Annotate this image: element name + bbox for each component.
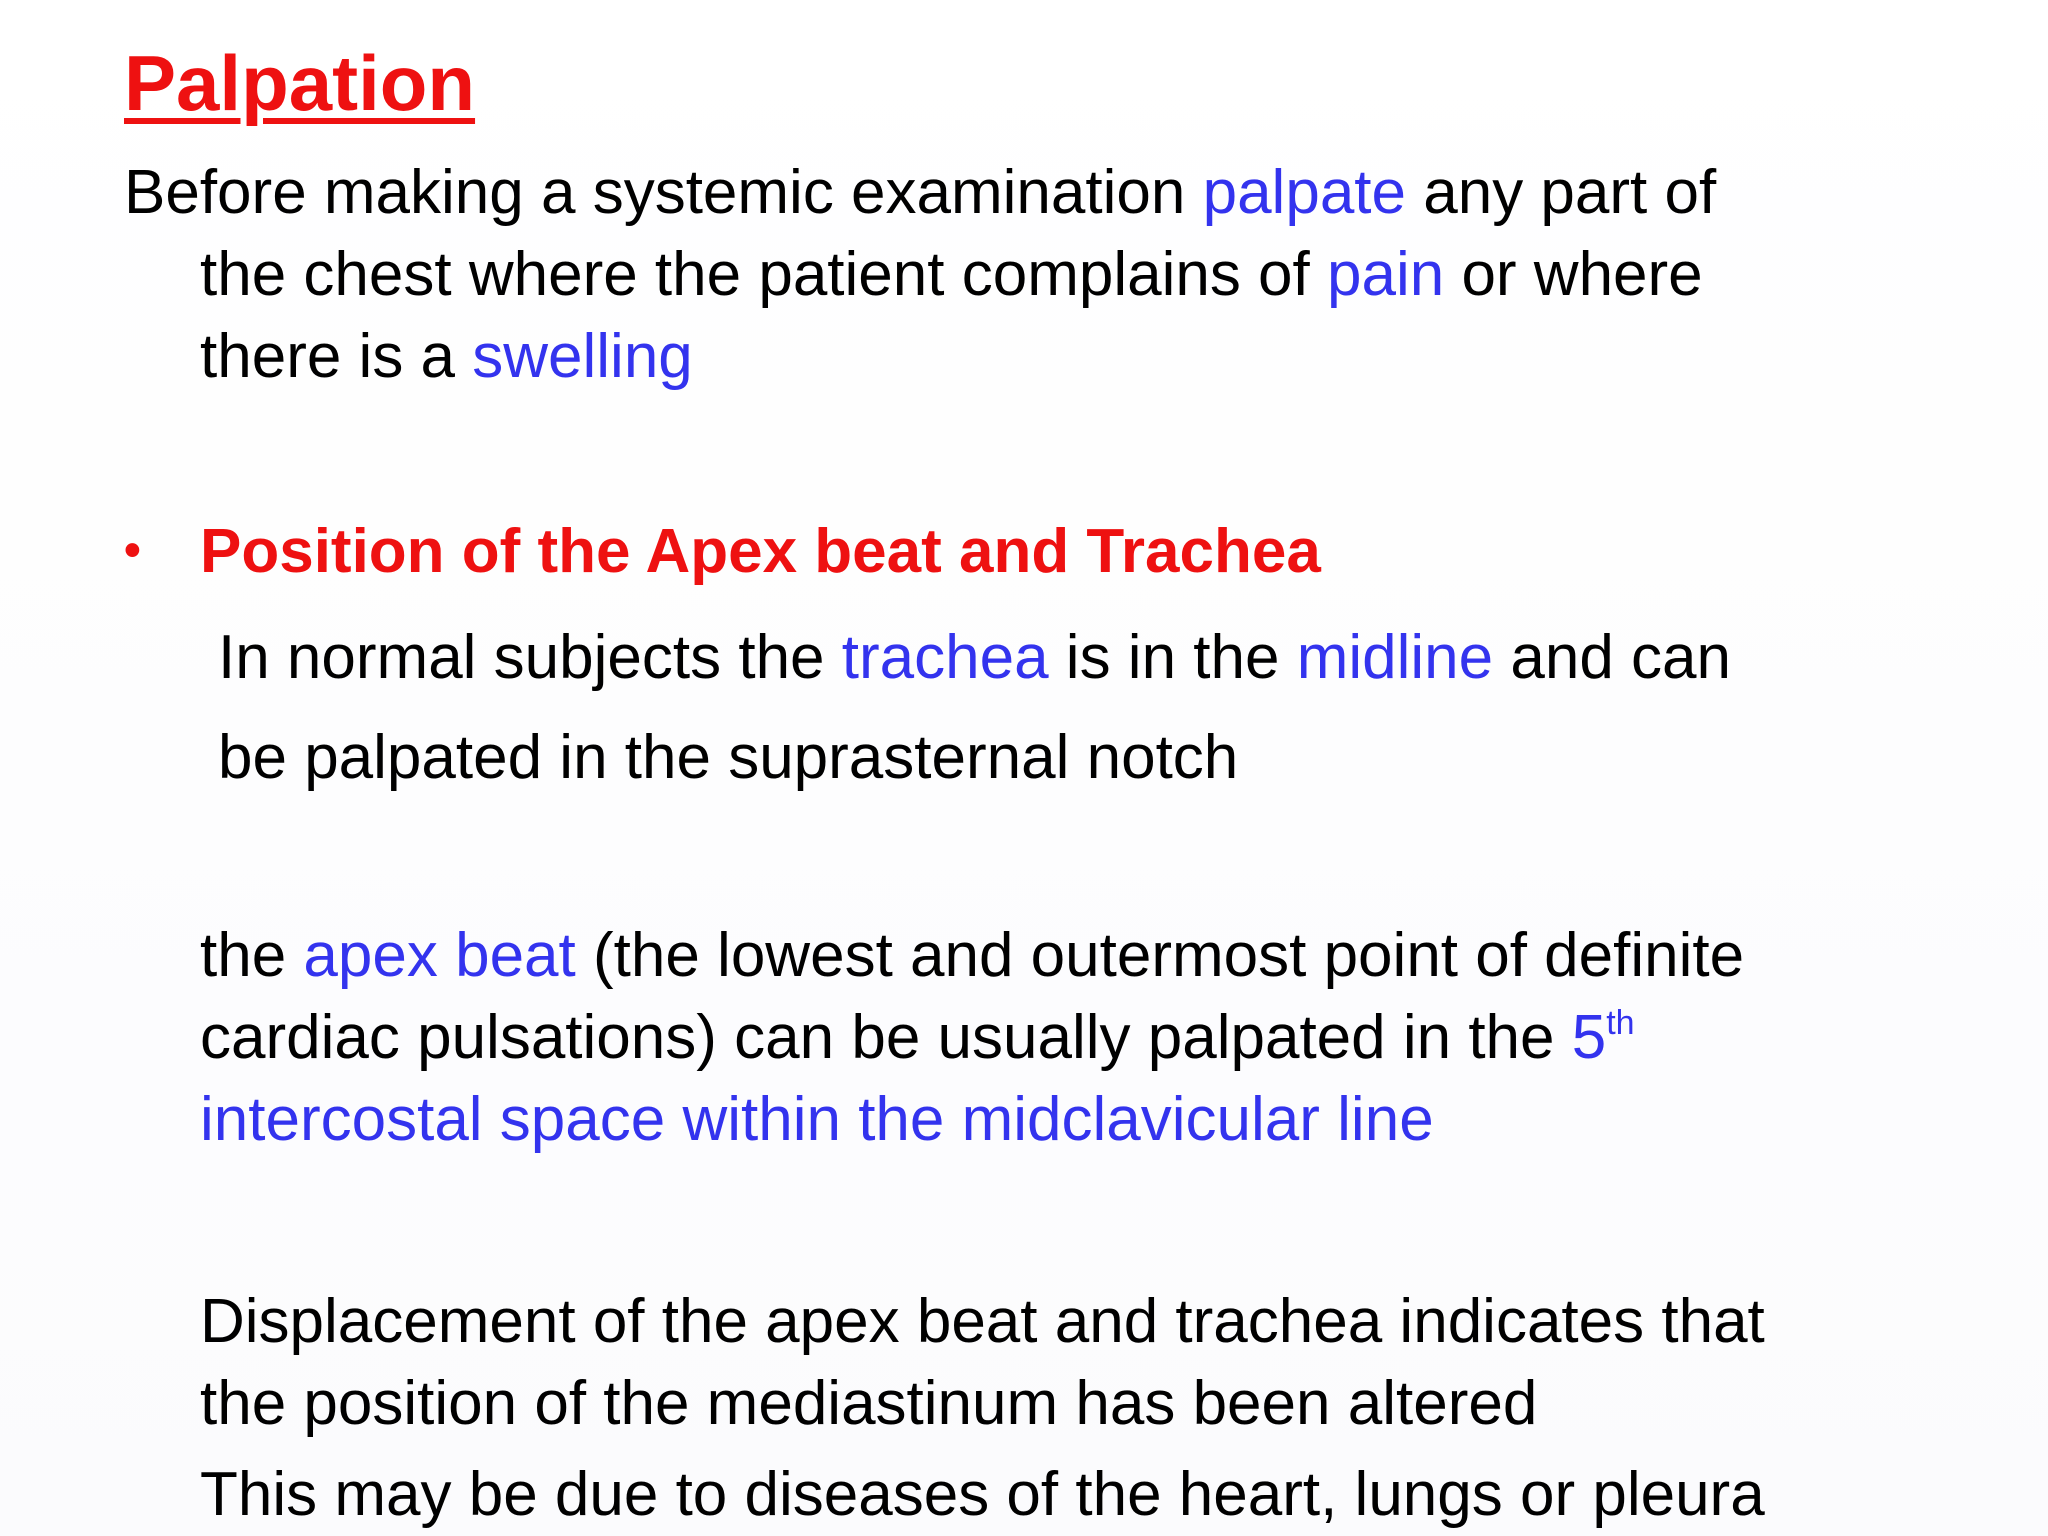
displacement-line-2: the position of the mediastinum has been altered xyxy=(200,1369,1538,1438)
displacement-paragraph xyxy=(200,1281,1765,1445)
intro-text: or where xyxy=(1444,240,1703,309)
intro-text: the chest where the patient complains of xyxy=(200,240,1327,309)
cause-paragraph xyxy=(200,1454,1765,1536)
trachea-line-1 xyxy=(218,608,1731,708)
intro-text: any part of xyxy=(1406,158,1717,227)
keyword-trachea: trachea xyxy=(841,623,1049,692)
keyword-swelling: swelling xyxy=(472,322,693,391)
keyword-fifth: 5 xyxy=(1571,1003,1607,1072)
trachea-text: In normal subjects the xyxy=(218,623,842,692)
trachea-text: is in the xyxy=(1048,623,1297,692)
apex-line-1 xyxy=(200,915,1744,997)
apex-text: the xyxy=(200,921,304,990)
keyword-midline: midline xyxy=(1296,623,1494,692)
trachea-text: and can xyxy=(1493,623,1731,692)
intro-line-3 xyxy=(124,316,1716,398)
apex-paragraph xyxy=(200,915,1744,1161)
apex-text: (the lowest and outermost point of definite xyxy=(575,921,1745,990)
bullet-icon: • xyxy=(124,524,141,577)
intro-line-1 xyxy=(124,152,1716,234)
intro-text: there is a xyxy=(200,322,473,391)
keyword-pain: pain xyxy=(1327,240,1445,309)
intro-paragraph xyxy=(124,152,1716,398)
apex-text: cardiac pulsations) can be usually palpated in the xyxy=(200,1003,1572,1072)
apex-line-3: intercostal space within the midclavicular line xyxy=(200,1085,1434,1154)
displacement-line-1: Displacement of the apex beat and trachea indicates that xyxy=(200,1287,1765,1356)
keyword-apex-beat: apex beat xyxy=(303,921,576,990)
bullet-heading-text: Position of the Apex beat and Trachea xyxy=(200,517,1321,586)
bullet-heading xyxy=(124,510,1321,593)
trachea-line-2: be palpated in the suprasternal notch xyxy=(218,723,1239,792)
cause-line-1: This may be due to diseases of the heart, lungs or pleura xyxy=(200,1460,1765,1529)
intro-text: Before making a systemic examination xyxy=(124,158,1203,227)
keyword-palpate: palpate xyxy=(1202,158,1407,227)
apex-line-2 xyxy=(200,997,1744,1079)
slide-title: Palpation xyxy=(124,39,476,127)
superscript-th: th xyxy=(1606,1004,1635,1042)
intro-line-2 xyxy=(124,234,1716,316)
trachea-paragraph xyxy=(218,608,1731,808)
